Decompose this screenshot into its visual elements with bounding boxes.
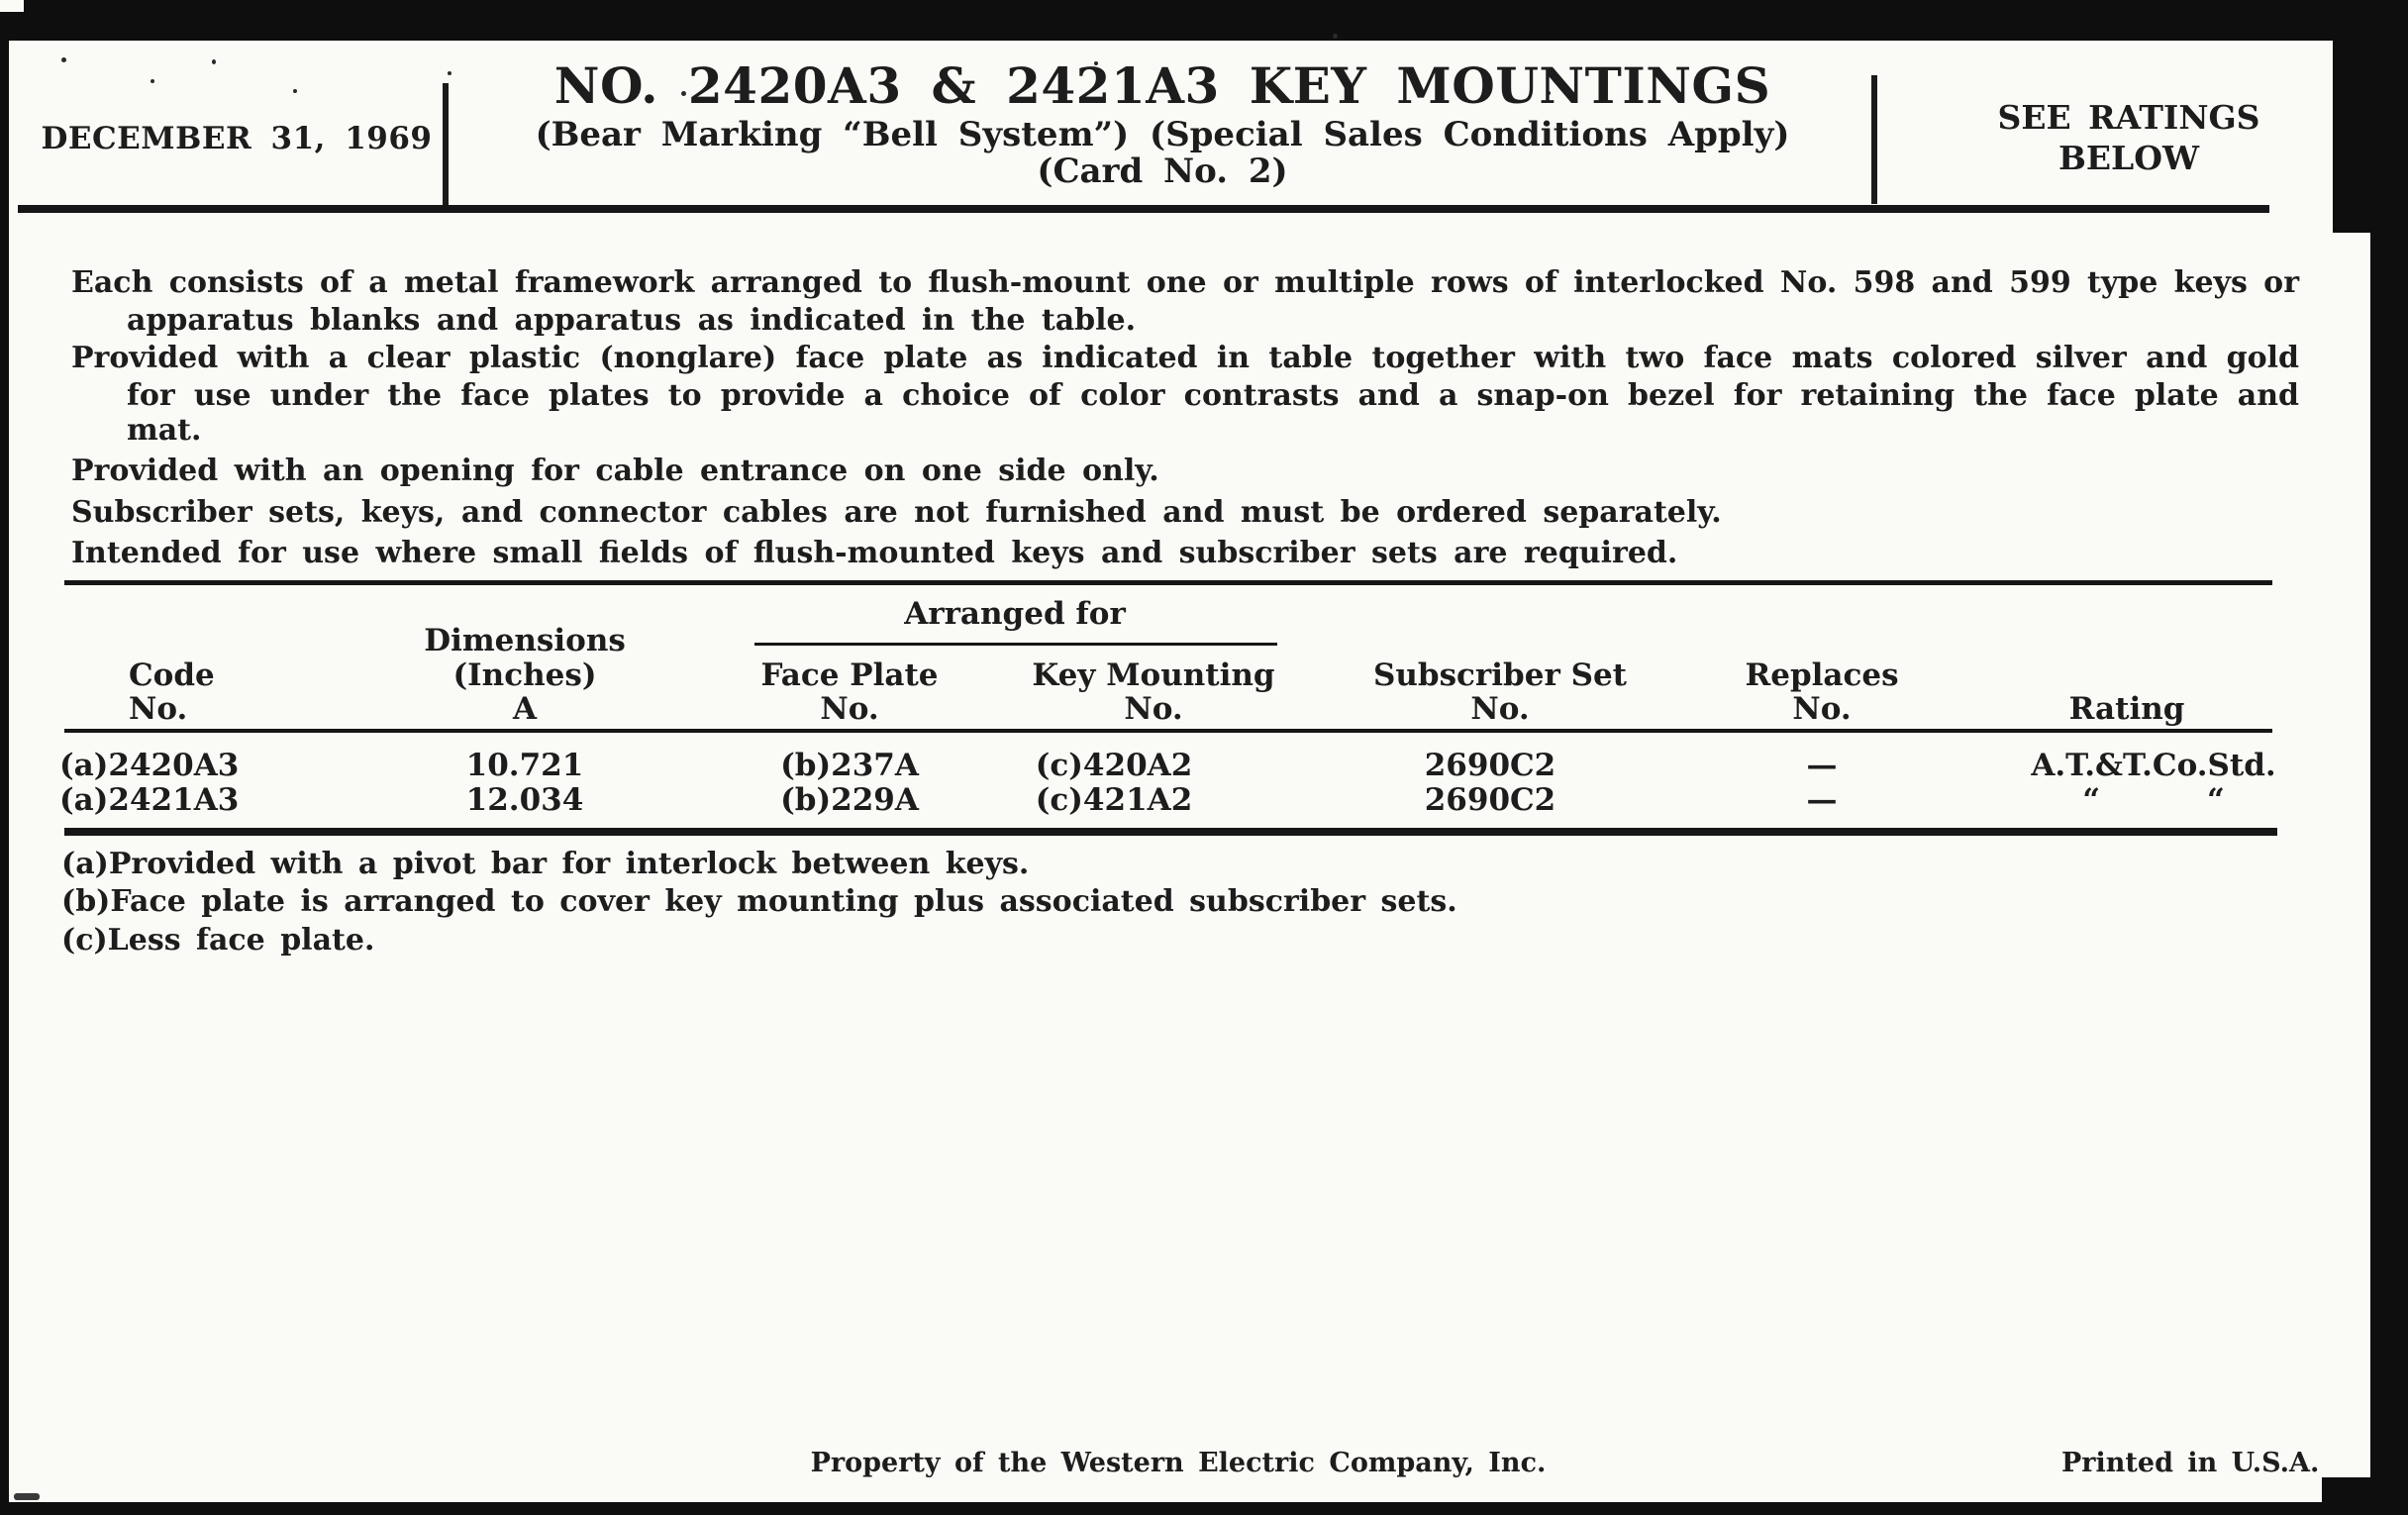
scan-speck [293,89,297,93]
body-line: mat. [127,413,202,448]
cell-rating: A.T.&T.Co.Std. [2031,748,2276,783]
cell-subscriber-set: 2690C2 [1424,782,1556,818]
column-header-subscriber-set-line2: No. [1470,691,1530,727]
column-header-dimensions-line3: A [512,691,538,727]
cell-key-mounting: (c)420A2 [1035,748,1193,783]
scan-edge-top [0,0,2408,41]
body-line: apparatus blanks and apparatus as indicated in the table. [127,303,1137,338]
header-divider-left [443,83,449,206]
column-header-key-mounting-line2: No. [1124,691,1183,727]
column-header-dimensions-line2: (Inches) [452,657,597,693]
body-line: Intended for use where small fields of flush-mounted keys and subscriber sets are required. [71,536,1678,570]
scan-corner-bottom-right [2322,1477,2408,1515]
cell-code: (a)2421A3 [59,782,240,818]
column-header-key-mounting-line1: Key Mounting [1032,657,1275,693]
arranged-for-underline [754,643,1277,646]
column-header-code-line1: Code [129,657,215,693]
cell-subscriber-set: 2690C2 [1424,748,1556,783]
printed-note: Printed in U.S.A. [2061,1448,2320,1478]
scan-edge-bottom [0,1502,2408,1515]
body-line: for use under the face plates to provide a choice of color contrasts and a snap-on bezel for retaining the face plate and [127,378,2299,413]
cell-replaces: — [1806,748,1838,783]
ratings-note-line2: BELOW [2057,139,2200,177]
scan-edge-left [0,41,9,1515]
column-header-face-plate-line1: Face Plate [760,657,939,693]
column-group-arranged-for: Arranged for [904,596,1126,632]
page-subtitle: (Bear Marking “Bell System”) (Special Sales Conditions Apply) [535,115,1790,154]
body-line: Each consists of a metal framework arranged to flush-mount one or multiple rows of interlocked No. 598 and 599 type keys or [71,265,2299,300]
column-header-replaces-line1: Replaces [1745,657,1899,693]
scan-smudge [14,1493,40,1500]
scan-corner-notch [0,0,24,12]
column-header-code-line2: No. [129,691,188,727]
cell-face-plate: (b)237A [780,748,919,783]
cell-code: (a)2420A3 [59,748,240,783]
ratings-note-line1: SEE RATINGS [1997,98,2260,137]
column-header-subscriber-set-line1: Subscriber Set [1373,657,1627,693]
column-header-replaces-line2: No. [1792,691,1852,727]
property-note: Property of the Western Electric Company, Inc. [810,1448,1547,1478]
scan-edge-right [2370,0,2408,1515]
scan-speck [61,57,66,62]
scan-speck [150,79,154,83]
cell-rating-ditto: “ “ [2082,782,2225,818]
cell-key-mounting: (c)421A2 [1035,782,1193,818]
footnote-a: (a)Provided with a pivot bar for interlock between keys. [61,847,1030,881]
issue-date: DECEMBER 31, 1969 [41,121,433,156]
column-header-rating: Rating [2068,691,2185,727]
footnote-c: (c)Less face plate. [61,923,375,958]
scan-speck [448,71,452,75]
scan-speck [212,59,216,64]
header-divider-right [1871,75,1877,204]
header-rule [18,205,2269,213]
scan-speck [1333,34,1338,39]
table-bottom-rule [64,828,2277,836]
page-title: NO. 2420A3 & 2421A3 KEY MOUNTINGS [553,56,1771,115]
body-line: Provided with a clear plastic (nonglare) face plate as indicated in table together with two face mats colored silver and gold [71,341,2299,375]
body-line: Subscriber sets, keys, and connector cables are not furnished and must be ordered separately. [71,495,1722,530]
card-number: (Card No. 2) [1037,152,1288,191]
body-line: Provided with an opening for cable entrance on one side only. [71,454,1159,488]
column-header-face-plate-line2: No. [820,691,879,727]
table-header-rule [64,729,2272,733]
table-top-rule [64,580,2272,585]
column-header-dimensions-line1: Dimensions [424,623,626,658]
cell-face-plate: (b)229A [780,782,919,818]
footnote-b: (b)Face plate is arranged to cover key mounting plus associated subscriber sets. [61,884,1457,919]
cell-dimensions: 12.034 [465,782,584,818]
ratings-note [1921,97,2337,178]
cell-dimensions: 10.721 [465,748,584,783]
cell-replaces: — [1806,782,1838,818]
